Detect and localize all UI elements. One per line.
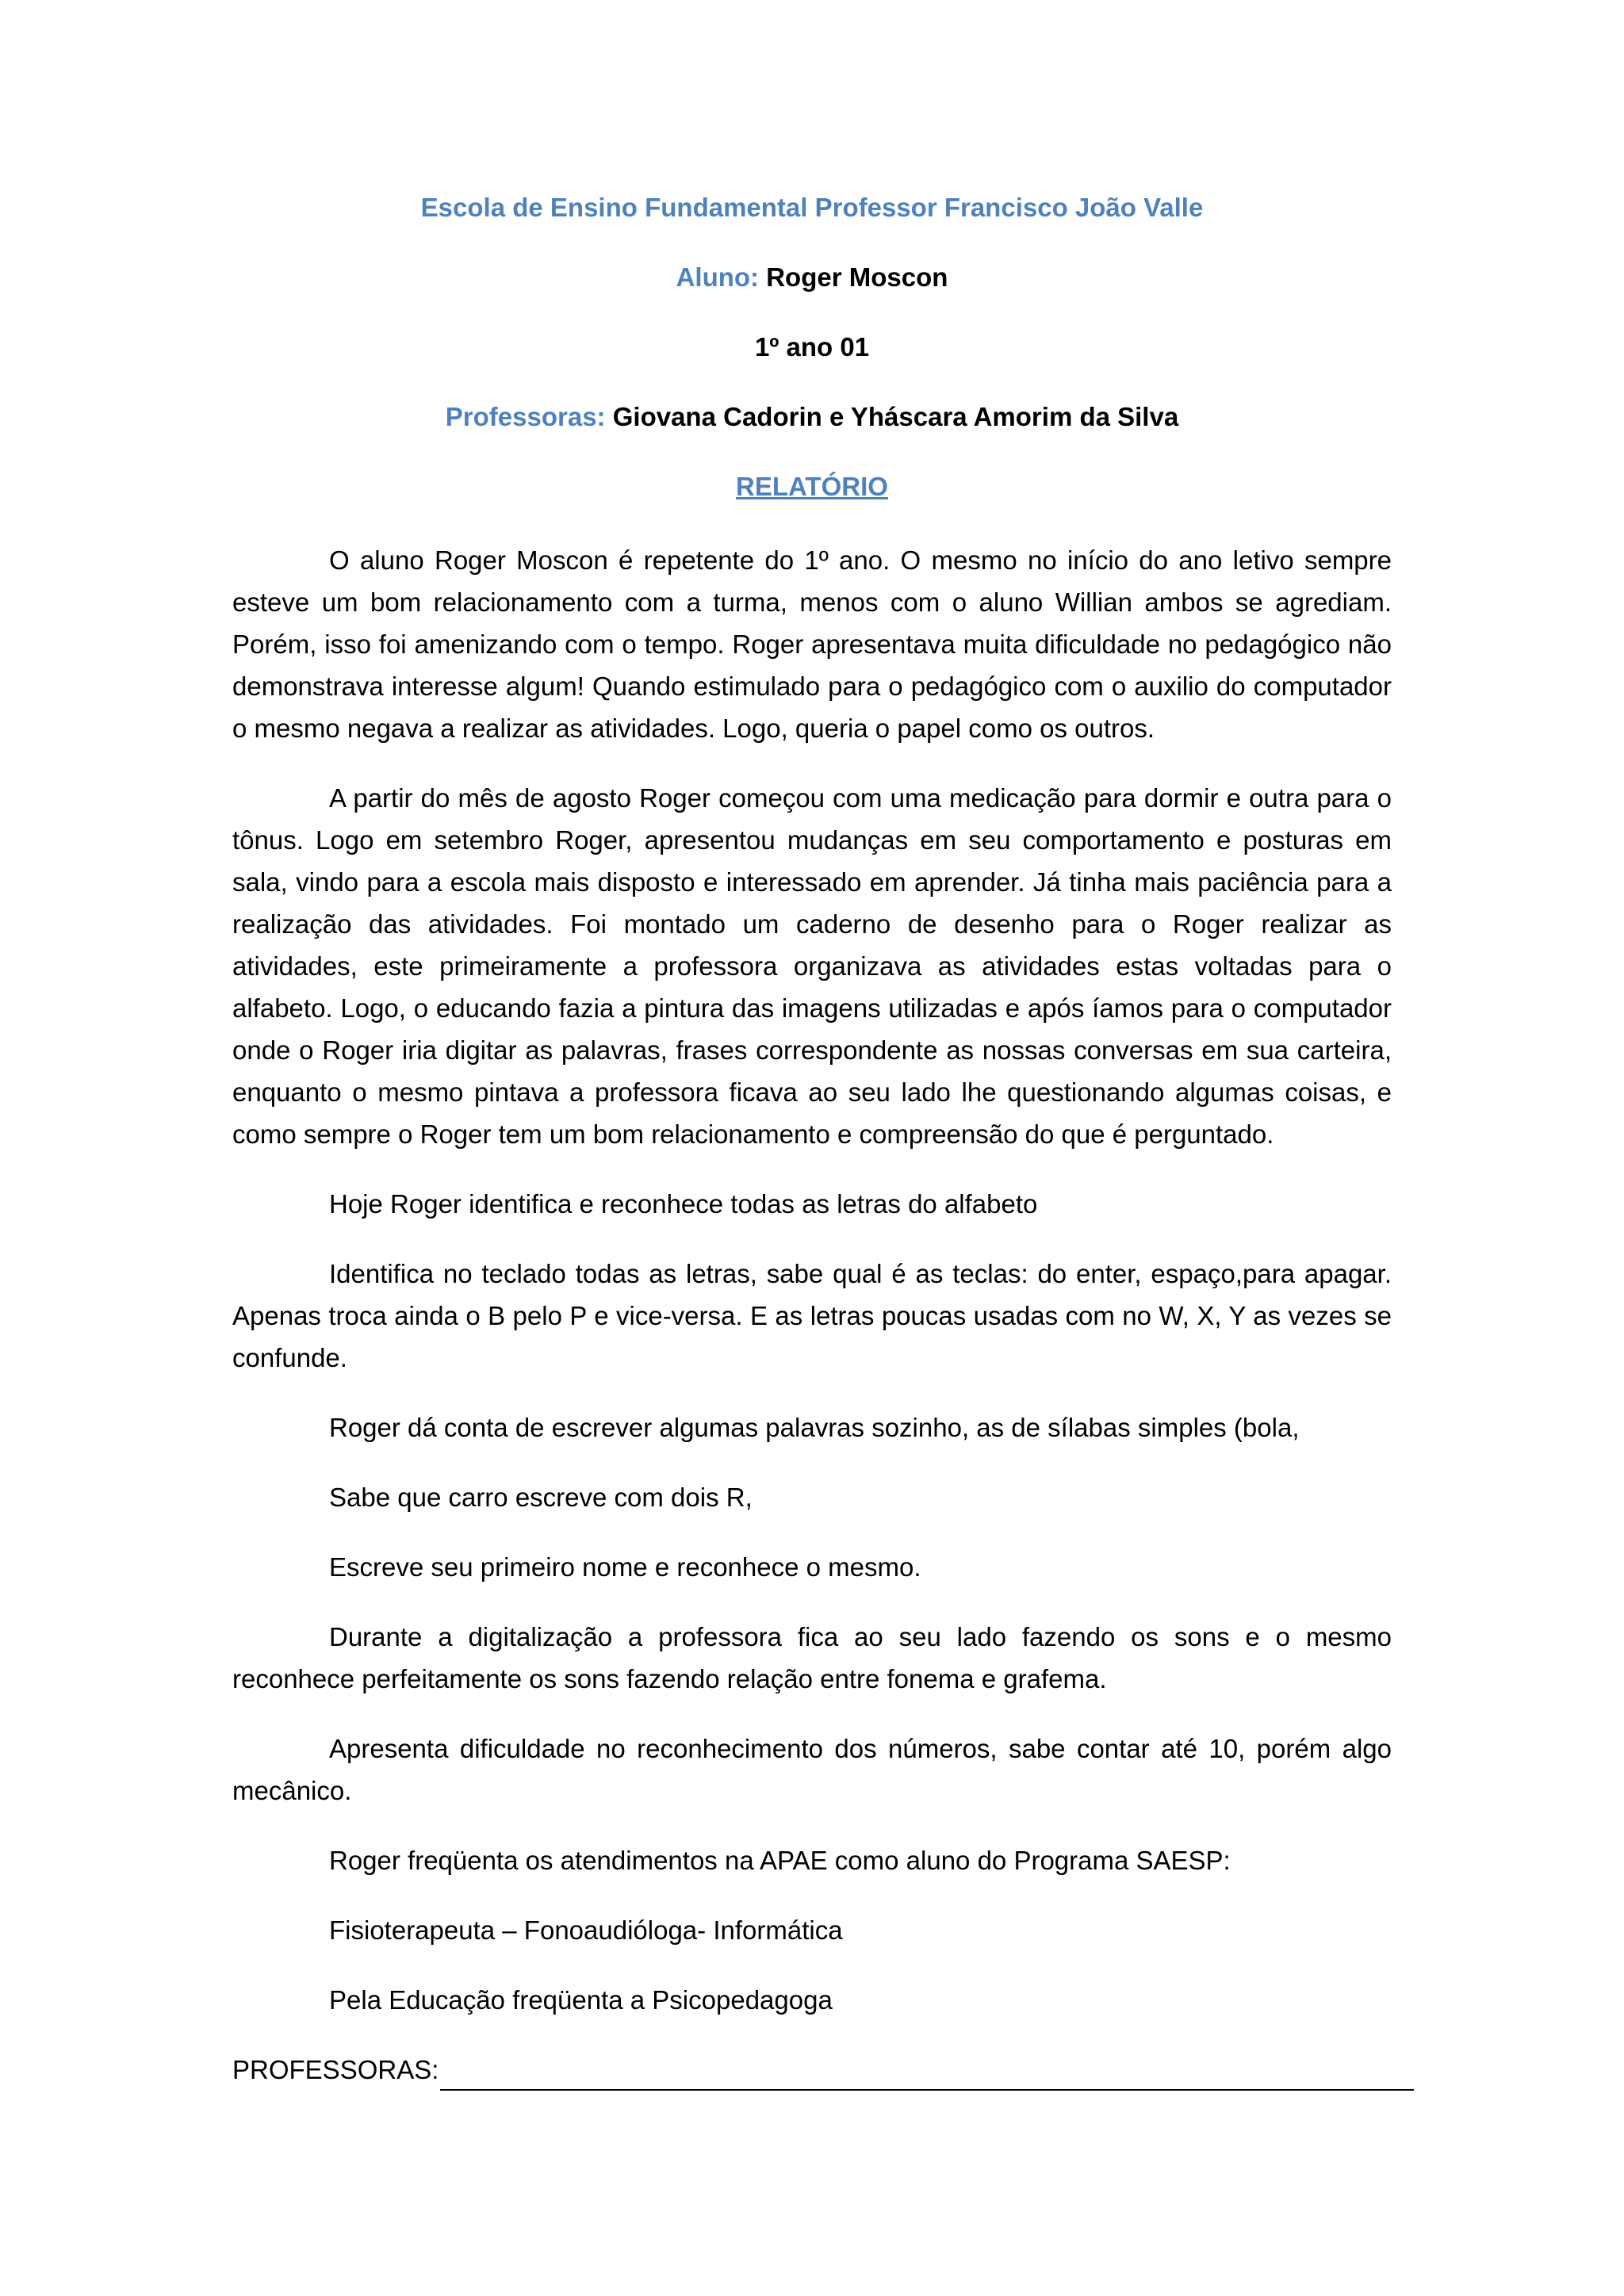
teachers-line [232, 400, 1392, 434]
student-label: Aluno: [676, 262, 760, 292]
paragraph-psicopedagoga: Pela Educação freqüenta a Psicopedagoga [329, 1985, 833, 2015]
student-line [232, 260, 1392, 295]
student-name: Roger Moscon [766, 262, 948, 292]
paragraph-apae: Roger freqüenta os atendimentos na APAE como aluno do Programa SAESP: [329, 1846, 1231, 1875]
teachers-label: Professoras: [445, 402, 606, 431]
paragraph-intro: O aluno Roger Moscon é repetente do 1º ano. O mesmo no início do ano letivo sempre esteve um bom relacionamento com a turma, menos com o aluno Willian ambos se agrediam. Porém, isso foi amenizando com o tempo. Roger apresentava muita dificuldade no pedagógico não demonstrava interesse algum! Quando estimulado para o pedagógico com o auxilio do computador o mesmo negava a realizar as atividades. Logo, queria o papel como os outros. [232, 545, 1392, 743]
paragraph-words: Roger dá conta de escrever algumas palavras sozinho, as de sílabas simples (bola, [329, 1413, 1300, 1442]
paragraph-keyboard: Identifica no teclado todas as letras, sabe qual é as teclas: do enter, espaço,para apagar. Apenas troca ainda o B pelo P e vice-versa. E as letras poucas usadas com no W, X, Y as vezes se confunde. [232, 1259, 1392, 1372]
teachers-names: Giovana Cadorin e Yháscara Amorim da Silva [612, 402, 1179, 431]
paragraph-carro: Sabe que carro escreve com dois R, [329, 1483, 753, 1512]
signature-line [232, 2049, 1392, 2091]
paragraph-digitalization: Durante a digitalização a professora fica ao seu lado fazendo os sons e o mesmo reconhece perfeitamente os sons fazendo relação entre fonema e grafema. [232, 1622, 1392, 1693]
report-title: RELATÓRIO [736, 472, 888, 501]
signature-rule [440, 2057, 1414, 2091]
signature-label: PROFESSORAS: [232, 2055, 439, 2084]
school-name: Escola de Ensino Fundamental Professor Francisco João Valle [420, 193, 1204, 222]
paragraph-progress: A partir do mês de agosto Roger começou com uma medicação para dormir e outra para o tônus. Logo em setembro Roger, apresentou mudanças em seu comportamento e posturas em sala, vindo para a escola mais disposto e interessado em aprender. Já tinha mais paciência para a realização das atividades. Foi montado um caderno de desenho para o Roger realizar as atividades, este primeiramente a professora organizava as atividades estas voltadas para o alfabeto. Logo, o educando fazia a pintura das imagens utilizadas e após íamos para o computador onde o Roger iria digitar as palavras, frases correspondente as nossas conversas em sua carteira, enquanto o mesmo pintava a professora ficava ao seu lado lhe questionando algumas coisas, e como sempre o Roger tem um bom relacionamento e compreensão do que é perguntado. [232, 783, 1392, 1149]
paragraph-name: Escreve seu primeiro nome e reconhece o mesmo. [329, 1552, 921, 1582]
class-line: 1º ano 01 [754, 332, 870, 362]
paragraph-alphabet: Hoje Roger identifica e reconhece todas as letras do alfabeto [329, 1189, 1038, 1219]
document-body [232, 190, 1392, 2091]
paragraph-numbers: Apresenta dificuldade no reconhecimento dos números, sabe contar até 10, porém algo mecânico. [232, 1734, 1392, 1805]
paragraph-therapies: Fisioterapeuta – Fonoaudióloga- Informática [329, 1915, 843, 1945]
